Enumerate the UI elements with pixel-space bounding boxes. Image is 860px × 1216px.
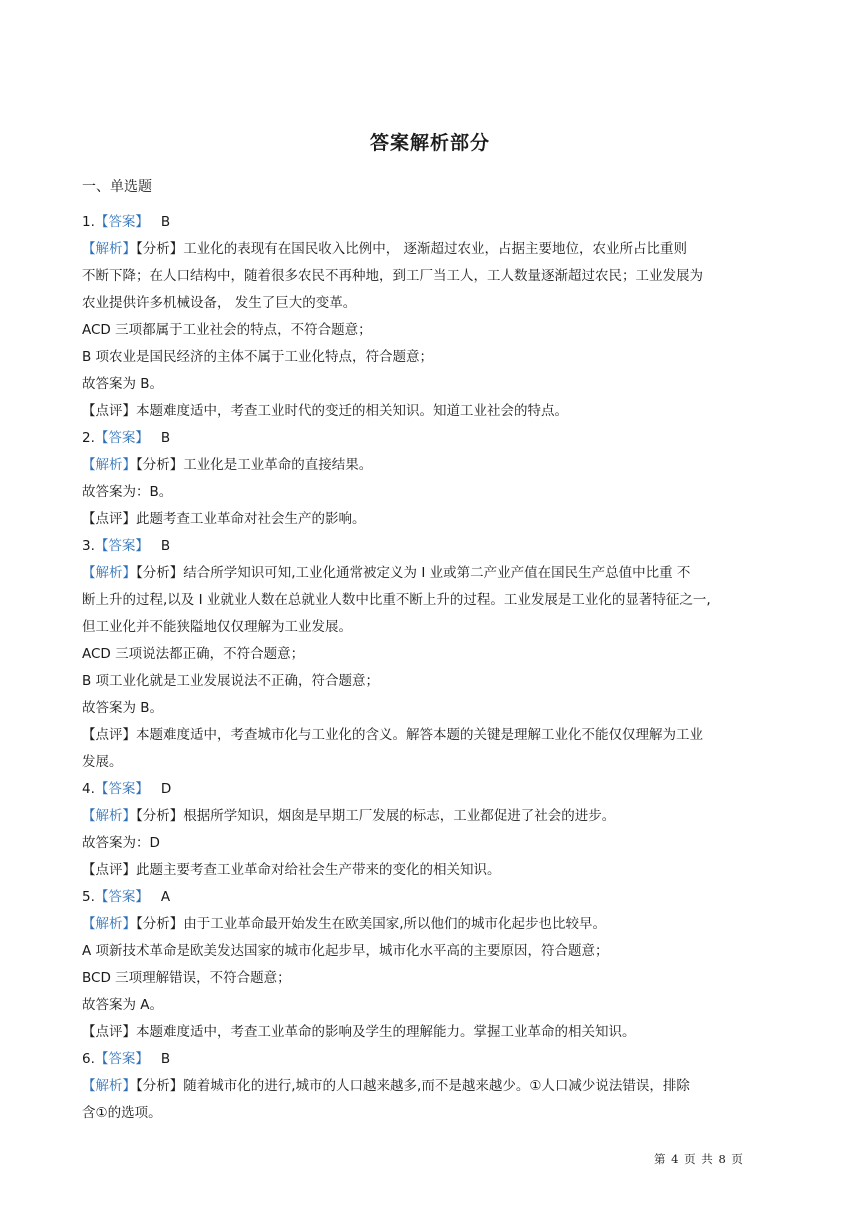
question-block: [82, 533, 782, 776]
question-number: 4.: [82, 781, 95, 797]
answer-value: B: [160, 538, 171, 554]
answer-value: D: [160, 781, 172, 797]
answer-line: [82, 209, 782, 236]
explanation-line: [82, 695, 782, 722]
explanation-line: [82, 506, 782, 533]
explanation-text: 发展。: [82, 754, 123, 770]
explanation-line: [82, 641, 782, 668]
explanation-text: 【分析】工业化是工业革命的直接结果。: [136, 457, 373, 473]
question-block: [82, 209, 782, 425]
explanation-text: BCD 三项理解错误，不符合题意；: [82, 970, 291, 986]
answer-value: B: [160, 1051, 171, 1067]
explanation-line: [82, 344, 782, 371]
analysis-tag: 【解析】: [82, 1078, 136, 1094]
explanation-line: [82, 317, 782, 344]
analysis-tag: 【解析】: [82, 241, 136, 257]
explanation-text: 【点评】此题考查工业革命对社会生产的影响。: [82, 511, 366, 527]
explanation-line: [82, 911, 782, 938]
explanation-line: [82, 803, 782, 830]
explanation-text: 【点评】本题难度适中，考查城市化与工业化的含义。解答本题的关键是理解工业化不能仅仅理解为工业: [82, 727, 703, 743]
explanation-line: [82, 479, 782, 506]
section-heading: 一、单选题: [82, 179, 152, 195]
answer-content: [82, 209, 782, 1127]
answer-line: [82, 1046, 782, 1073]
explanation-text: A 项新技术革命是欧美发达国家的城市化起步早，城市化水平高的主要原因，符合题意；: [82, 943, 609, 959]
explanation-text: 【分析】随着城市化的进行,城市的人口越来越多,而不是越来越少。①人口减少说法错误，排除: [136, 1078, 690, 1094]
answer-line: [82, 776, 782, 803]
explanation-line: [82, 236, 782, 263]
explanation-line: [82, 965, 782, 992]
question-block: [82, 1046, 782, 1127]
explanation-line: [82, 722, 782, 749]
question-number: 3.: [82, 538, 95, 554]
explanation-line: [82, 398, 782, 425]
question-block: [82, 425, 782, 533]
explanation-text: 【分析】结合所学知识可知,工业化通常被定义为 I 业或第二产业产值在国民生产总值中比重 不: [136, 565, 691, 581]
answer-value: B: [160, 214, 171, 230]
answer-value: B: [160, 430, 171, 446]
explanation-text: 【分析】由于工业革命最开始发生在欧美国家,所以他们的城市化起步也比较早。: [136, 916, 607, 932]
explanation-line: [82, 668, 782, 695]
explanation-line: [82, 1100, 782, 1127]
explanation-text: 断上升的过程,以及 I 业就业人数在总就业人数中比重不断上升的过程。工业发展是工业化的显著特征之一,: [82, 592, 711, 608]
explanation-line: [82, 290, 782, 317]
question-number: 2.: [82, 430, 95, 446]
explanation-text: B 项农业是国民经济的主体不属于工业化特点，符合题意；: [82, 349, 434, 365]
explanation-text: 【点评】本题难度适中，考查工业时代的变迁的相关知识。知道工业社会的特点。: [82, 403, 568, 419]
analysis-tag: 【解析】: [82, 565, 136, 581]
analysis-tag: 【解析】: [82, 808, 136, 824]
question-number: 5.: [82, 889, 95, 905]
explanation-line: [82, 857, 782, 884]
explanation-line: [82, 560, 782, 587]
explanation-text: 不断下降；在人口结构中，随着很多农民不再种地，到工厂当工人，工人数量逐渐超过农民；工业发展为: [82, 268, 703, 284]
explanation-line: [82, 830, 782, 857]
explanation-line: [82, 263, 782, 290]
question-block: [82, 884, 782, 1046]
explanation-text: 故答案为 A。: [82, 997, 164, 1013]
question-number: 6.: [82, 1051, 95, 1067]
answer-tag: 【答案】: [94, 214, 149, 230]
answer-tag: 【答案】: [94, 889, 149, 905]
explanation-text: 农业提供许多机械设备， 发生了巨大的变革。: [82, 295, 357, 311]
analysis-tag: 【解析】: [82, 916, 136, 932]
explanation-line: [82, 938, 782, 965]
explanation-text: 故答案为 B。: [82, 700, 164, 716]
explanation-text: 【分析】根据所学知识，烟囱是早期工厂发展的标志，工业都促进了社会的进步。: [136, 808, 616, 824]
explanation-text: 故答案为：B。: [82, 484, 173, 500]
explanation-text: 故答案为：D: [82, 835, 160, 851]
explanation-line: [82, 614, 782, 641]
answer-tag: 【答案】: [94, 538, 149, 554]
question-block: [82, 776, 782, 884]
explanation-line: [82, 992, 782, 1019]
question-number: 1.: [82, 214, 95, 230]
explanation-line: [82, 452, 782, 479]
explanation-text: 含①的选项。: [82, 1105, 162, 1121]
answer-value: A: [160, 889, 171, 905]
explanation-line: [82, 749, 782, 776]
explanation-text: 【点评】本题难度适中，考查工业革命的影响及学生的理解能力。掌握工业革命的相关知识。: [82, 1024, 636, 1040]
answer-line: [82, 425, 782, 452]
explanation-text: 【点评】此题主要考查工业革命对给社会生产带来的变化的相关知识。: [82, 862, 501, 878]
explanation-text: ACD 三项说法都正确，不符合题意；: [82, 646, 305, 662]
explanation-text: ACD 三项都属于工业社会的特点，不符合题意；: [82, 322, 372, 338]
page-footer: 第 4 页 共 8 页: [654, 1152, 744, 1166]
explanation-line: [82, 587, 782, 614]
answer-line: [82, 884, 782, 911]
answer-tag: 【答案】: [94, 1051, 149, 1067]
explanation-text: B 项工业化就是工业发展说法不正确，符合题意；: [82, 673, 380, 689]
explanation-line: [82, 1073, 782, 1100]
answer-line: [82, 533, 782, 560]
analysis-tag: 【解析】: [82, 457, 136, 473]
explanation-line: [82, 371, 782, 398]
page-title: 答案解析部分: [369, 132, 490, 154]
explanation-text: 故答案为 B。: [82, 376, 164, 392]
explanation-line: [82, 1019, 782, 1046]
answer-tag: 【答案】: [94, 781, 149, 797]
answer-tag: 【答案】: [94, 430, 149, 446]
explanation-text: 【分析】工业化的表现有在国民收入比例中， 逐渐超过农业，占据主要地位，农业所占比重则: [136, 241, 688, 257]
explanation-text: 但工业化并不能狭隘地仅仅理解为工业发展。: [82, 619, 352, 635]
